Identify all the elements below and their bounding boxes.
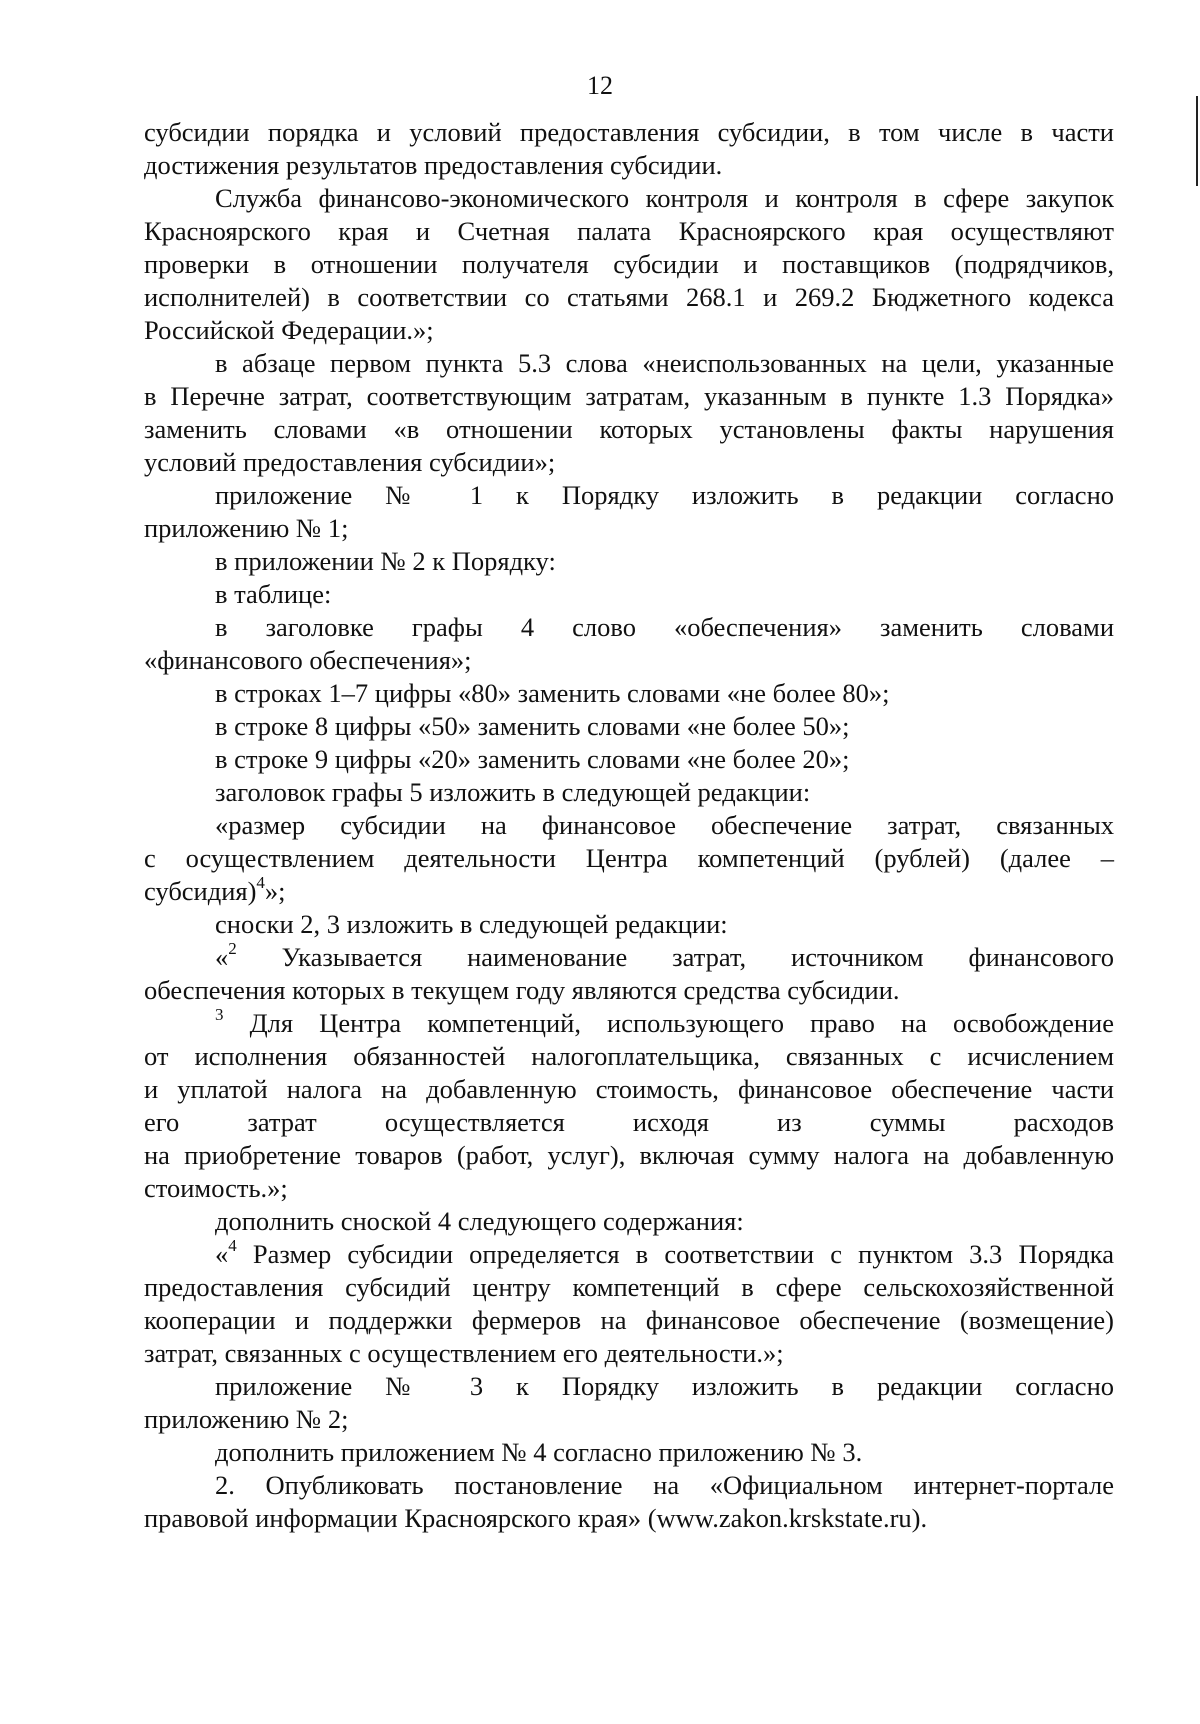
text-line: условий предоставления субсидии»; [144, 447, 556, 477]
text-line: дополнить сноской 4 следующего содержания: [215, 1206, 744, 1236]
text-line [144, 1007, 1114, 1040]
text-line: обеспечения которых в текущем году являются средства субсидии. [144, 975, 900, 1005]
text-fragment: « [215, 1239, 229, 1269]
text-line: Красноярского края и Счетная палата Красноярского края осуществляют [144, 216, 1114, 246]
text-line: проверки в отношении получателя субсидии и поставщиков (подрядчиков, [144, 249, 1114, 279]
document-body [144, 116, 1114, 1535]
text-line: его затрат осуществляется исходя из суммы расходов [144, 1107, 1114, 1137]
text-line: заменить словами «в отношении которых установлены факты нарушения [144, 414, 1114, 444]
text-line: сноски 2, 3 изложить в следующей редакции: [215, 909, 728, 939]
text-line: на приобретение товаров (работ, услуг), включая сумму налога на добавленную [144, 1140, 1114, 1170]
text-fragment: Для Центра компетенций, использующего право на освобождение [223, 1008, 1114, 1038]
text-line [144, 941, 1114, 974]
text-fragment: Указывается наименование затрат, источником финансового [236, 942, 1114, 972]
text-line: предоставления субсидий центру компетенций в сфере сельскохозяйственной [144, 1272, 1114, 1302]
text-line: Служба финансово-экономического контроля и контроля в сфере закупок [215, 183, 1114, 213]
text-line: заголовок графы 5 изложить в следующей редакции: [215, 777, 811, 807]
text-fragment: субсидия) [144, 876, 257, 906]
text-line: правовой информации Красноярского края» (www.zakon.krskstate.ru). [144, 1503, 928, 1533]
text-line: «размер субсидии на финансовое обеспечение затрат, связанных [215, 810, 1114, 840]
text-line: приложению № 1; [144, 513, 349, 543]
text-line: приложению № 2; [144, 1404, 349, 1434]
text-line: кооперации и поддержки фермеров на финансовое обеспечение (возмещение) [144, 1305, 1114, 1335]
text-line: субсидии порядка и условий предоставления субсидии, в том числе в части [144, 117, 1114, 147]
text-line: Российской Федерации.»; [144, 315, 434, 345]
text-line: приложение № 1 к Порядку изложить в редакции согласно [215, 480, 1114, 510]
page-number: 12 [587, 71, 613, 100]
text-line: «финансового обеспечения»; [144, 645, 472, 675]
text-line: приложение № 3 к Порядку изложить в редакции согласно [215, 1371, 1114, 1401]
text-line: в приложении № 2 к Порядку: [215, 546, 556, 576]
footnote-ref: 2 [228, 939, 237, 959]
text-line: в строке 9 цифры «20» заменить словами «не более 20»; [215, 744, 850, 774]
footnote-ref: 4 [256, 873, 265, 893]
text-fragment: « [215, 942, 229, 972]
text-line: исполнителей) в соответствии со статьями 268.1 и 269.2 Бюджетного кодекса [144, 282, 1114, 312]
text-line: в строке 8 цифры «50» заменить словами «не более 50»; [215, 711, 850, 741]
text-line: от исполнения обязанностей налогоплательщика, связанных с исчислением [144, 1041, 1114, 1071]
footnote-ref: 4 [228, 1236, 237, 1256]
text-line: в таблице: [215, 579, 332, 609]
text-line: в строках 1–7 цифры «80» заменить словами «не более 80»; [215, 678, 890, 708]
text-line: в Перечне затрат, соответствующим затратам, указанным в пункте 1.3 Порядка» [144, 381, 1114, 411]
text-line: в заголовке графы 4 слово «обеспечения» заменить словами [215, 612, 1114, 642]
text-line: достижения результатов предоставления субсидии. [144, 150, 723, 180]
text-line [144, 875, 1114, 908]
text-line: 2. Опубликовать постановление на «Официальном интернет-портале [215, 1470, 1114, 1500]
text-fragment: Размер субсидии определяется в соответствии с пунктом 3.3 Порядка [236, 1239, 1114, 1269]
text-line: и уплатой налога на добавленную стоимость, финансовое обеспечение части [144, 1074, 1114, 1104]
text-line: стоимость.»; [144, 1173, 288, 1203]
text-line: затрат, связанных с осуществлением его деятельности.»; [144, 1338, 784, 1368]
text-line: дополнить приложением № 4 согласно приложению № 3. [215, 1437, 863, 1467]
text-line: с осуществлением деятельности Центра компетенций (рублей) (далее – [144, 843, 1114, 873]
text-line: в абзаце первом пункта 5.3 слова «неиспользованных на цели, указанные [215, 348, 1114, 378]
text-line [144, 1238, 1114, 1271]
footnote-ref: 3 [215, 1005, 224, 1025]
text-fragment: »; [264, 876, 286, 906]
scan-edge-mark [1196, 96, 1198, 186]
